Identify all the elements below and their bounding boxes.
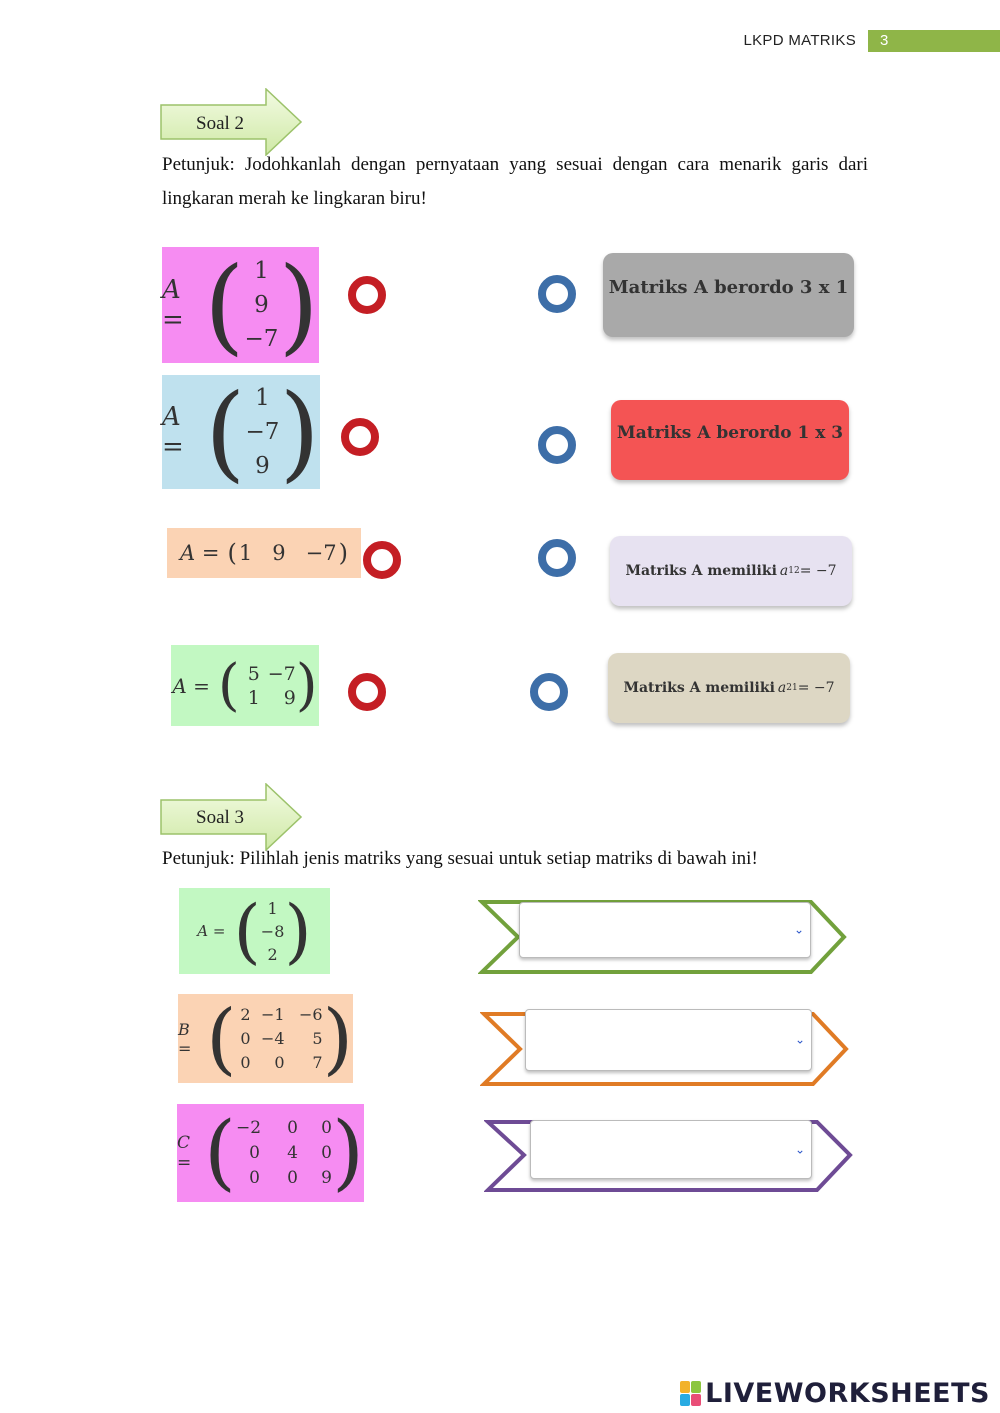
statement-symbol: a	[779, 563, 789, 579]
matrix-entry: −4	[260, 1028, 285, 1048]
statement-subscript: 21	[786, 683, 798, 693]
matrix-card-4	[171, 645, 319, 726]
soal-3-label: Soal 3	[196, 807, 245, 828]
matrix-entry: 7	[312, 1052, 323, 1072]
matrix-type-select-3[interactable]	[530, 1120, 812, 1179]
left-paren: (	[233, 890, 261, 972]
soal3-matrix-a	[179, 888, 330, 974]
matrix-entry: 0	[240, 1028, 251, 1048]
statement-card-2	[611, 400, 849, 480]
liveworksheets-logo-icon	[680, 1381, 701, 1406]
red-circle-4[interactable]	[348, 673, 386, 711]
red-circle-2[interactable]	[341, 418, 379, 456]
matrix-entry: −7	[267, 662, 296, 685]
right-paren: )	[322, 993, 353, 1084]
statement-tail: = −7	[799, 563, 837, 579]
statement-text: Matriks A memiliki	[623, 680, 775, 696]
statement-text: Matriks A berordo 1 x 3	[616, 423, 844, 443]
matrix-entry: 2	[240, 1004, 251, 1024]
blue-circle-1[interactable]	[538, 275, 576, 313]
liveworksheets-logo	[680, 1378, 990, 1409]
matrix-entry: 1	[247, 686, 260, 709]
matrix-entry: 9	[283, 686, 296, 709]
matrix-lhs: A =	[197, 922, 226, 940]
statement-text: Matriks A memiliki	[625, 563, 777, 579]
statement-card-1	[603, 253, 854, 337]
matrix-entry: −7	[245, 419, 280, 445]
matrix-card-2	[162, 371, 320, 493]
matrix-entry: 0	[287, 1117, 298, 1138]
left-paren: (	[227, 539, 237, 567]
chevron-down-icon[interactable]: ⌄	[793, 922, 804, 937]
matrix-entry: 0	[249, 1167, 260, 1188]
matrix-type-select-2[interactable]	[525, 1009, 812, 1071]
statement-subscript: 12	[788, 566, 800, 576]
statement-card-3	[610, 536, 852, 606]
matrix-entry: −8	[260, 921, 285, 941]
soal3-matrix-b	[178, 994, 353, 1083]
statement-symbol: a	[777, 680, 787, 696]
matrix-card-3	[167, 528, 361, 578]
matrix-entry: −2	[236, 1117, 262, 1138]
matrix-lhs: A =	[172, 673, 210, 698]
right-paren: )	[279, 371, 320, 493]
left-paren: (	[203, 244, 245, 366]
right-paren: )	[332, 1105, 364, 1200]
document-title: LKPD MATRIKS	[743, 32, 856, 49]
logo-text: LIVEWORKSHEETS	[705, 1378, 990, 1409]
left-paren: (	[217, 652, 240, 718]
matrix-lhs: B =	[178, 1019, 192, 1058]
left-paren: (	[206, 993, 237, 1084]
matrix-type-select-1[interactable]	[519, 902, 811, 958]
red-circle-1[interactable]	[348, 276, 386, 314]
statement-text: Matriks A berordo 3 x 1	[608, 276, 849, 298]
statement-card-4	[608, 653, 850, 723]
left-paren: (	[204, 1105, 236, 1200]
matrix-lhs: A =	[162, 275, 184, 335]
matrix-entry: 9	[255, 453, 270, 479]
chevron-down-icon[interactable]: ⌄	[794, 1032, 805, 1047]
blue-circle-4[interactable]	[530, 673, 568, 711]
matrix-lhs: A =	[162, 402, 184, 462]
right-paren: )	[278, 244, 319, 366]
blue-circle-3[interactable]	[538, 539, 576, 577]
matrix-entry: 5	[312, 1028, 323, 1048]
soal-3-instruction: Petunjuk: Pilihlah jenis matriks yang sesuai untuk setiap matriks di bawah ini!	[162, 848, 758, 869]
blue-circle-2[interactable]	[538, 426, 576, 464]
right-paren: )	[338, 539, 348, 567]
matrix-entry: 0	[240, 1052, 251, 1072]
matrix-entry: 9	[321, 1167, 332, 1188]
red-circle-3[interactable]	[363, 541, 401, 579]
matrix-entry: 0	[321, 1117, 332, 1138]
chevron-down-icon[interactable]: ⌄	[794, 1141, 805, 1156]
page-number: 3	[880, 32, 889, 49]
matrix-entry: −7	[305, 541, 337, 565]
matrix-entry: 9	[272, 541, 286, 565]
matrix-entry: 0	[249, 1142, 260, 1163]
matrix-entry: 1	[267, 898, 278, 918]
matrix-entry: −7	[244, 326, 279, 352]
matrix-entry: 1	[254, 258, 269, 284]
matrix-lhs: A =	[180, 541, 220, 565]
matrix-entry: 0	[287, 1167, 298, 1188]
matrix-entry: 2	[267, 944, 278, 964]
matrix-entry: 1	[255, 385, 270, 411]
soal3-matrix-c	[177, 1104, 364, 1202]
matrix-entry: −6	[298, 1004, 323, 1024]
statement-tail: = −7	[797, 680, 835, 696]
matrix-entry: 5	[247, 662, 260, 685]
matrix-card-1	[162, 244, 319, 366]
right-paren: )	[295, 652, 318, 718]
matrix-entry: 0	[321, 1142, 332, 1163]
left-paren: (	[204, 371, 246, 493]
matrix-entry: 1	[238, 541, 253, 565]
matrix-entry: 4	[287, 1142, 298, 1163]
soal-2-instruction: Petunjuk: Jodohkanlah dengan pernyataan yang sesuai dengan cara menarik garis dari lingkaran merah ke lingkaran biru!	[162, 154, 868, 209]
soal-2-label: Soal 2	[196, 113, 245, 134]
right-paren: )	[284, 890, 312, 972]
matrix-entry: 0	[274, 1052, 285, 1072]
matrix-lhs: C =	[177, 1133, 192, 1173]
matrix-entry: 9	[254, 292, 269, 318]
matrix-entry: −1	[260, 1004, 285, 1024]
